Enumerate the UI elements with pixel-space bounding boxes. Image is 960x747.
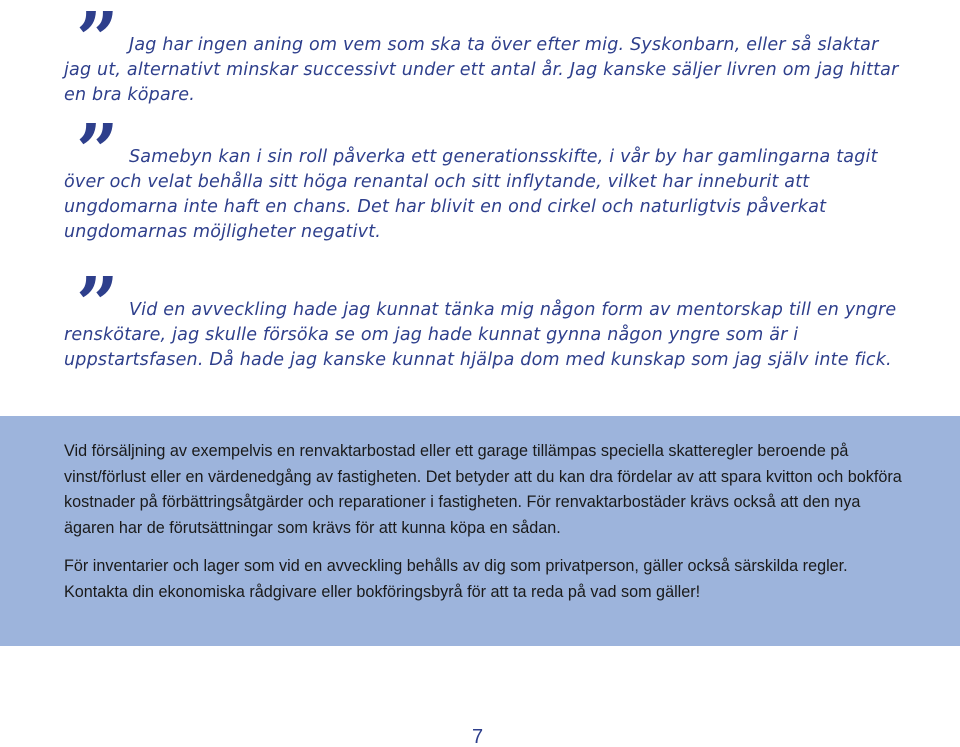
quote-1-text: Jag har ingen aning om vem som ska ta över efter mig. Syskonbarn, eller så slaktar jag ut, alternativt minskar successivt under ett antal år. Jag kanske säljer livren om jag hittar en bra köpare. (64, 35, 899, 105)
quote-1 (64, 33, 900, 108)
quote-mark-3: ” (76, 262, 119, 348)
quote-3-text: Vid en avveckling hade jag kunnat tänka mig någon form av mentorskap till en yngre renskötare, jag skulle försöka se om jag hade kunnat gynna någon yngre som är i uppstartsfasen. Då hade jag kanske kunnat hjälpa dom med kunskap som jag själv inte fick. (64, 300, 897, 370)
info-paragraph-1: Vid försäljning av exempelvis en renvaktarbostad eller ett garage tillämpas speciella skatteregler beroende på vinst/förlust eller en värdenedgång av fastigheten. Det betyder att du kan dra fördelar av att spara kvitton och bokföra kostnader på förbättringsåtgärder och reparationer i fastigheten. För renvaktarbostäder krävs också att den nya ägaren har de förutsättningar som krävs för att kunna köpa en sådan. (64, 442, 902, 537)
quote-3 (64, 298, 900, 373)
quote-2 (64, 145, 900, 245)
info-box (0, 416, 960, 646)
page-number: 7 (472, 726, 484, 747)
info-paragraph-2: För inventarier och lager som vid en avveckling behålls av dig som privatperson, gäller också särskilda regler. Kontakta din ekonomiska rådgivare eller bokföringsbyrå för att ta reda på vad som gäller! (64, 557, 848, 601)
quote-2-text: Samebyn kan i sin roll påverka ett generationsskifte, i vår by har gamlingarna tagit över och velat behålla sitt höga renantal och sitt inflytande, vilket har inneburit att ungdomarna inte haft en chans. Det har blivit en ond cirkel och naturligtvis påverkat ungdomarnas möjligheter negativt. (64, 147, 878, 242)
quote-mark-1: ” (76, 0, 119, 83)
quote-mark-2: ” (76, 109, 119, 195)
